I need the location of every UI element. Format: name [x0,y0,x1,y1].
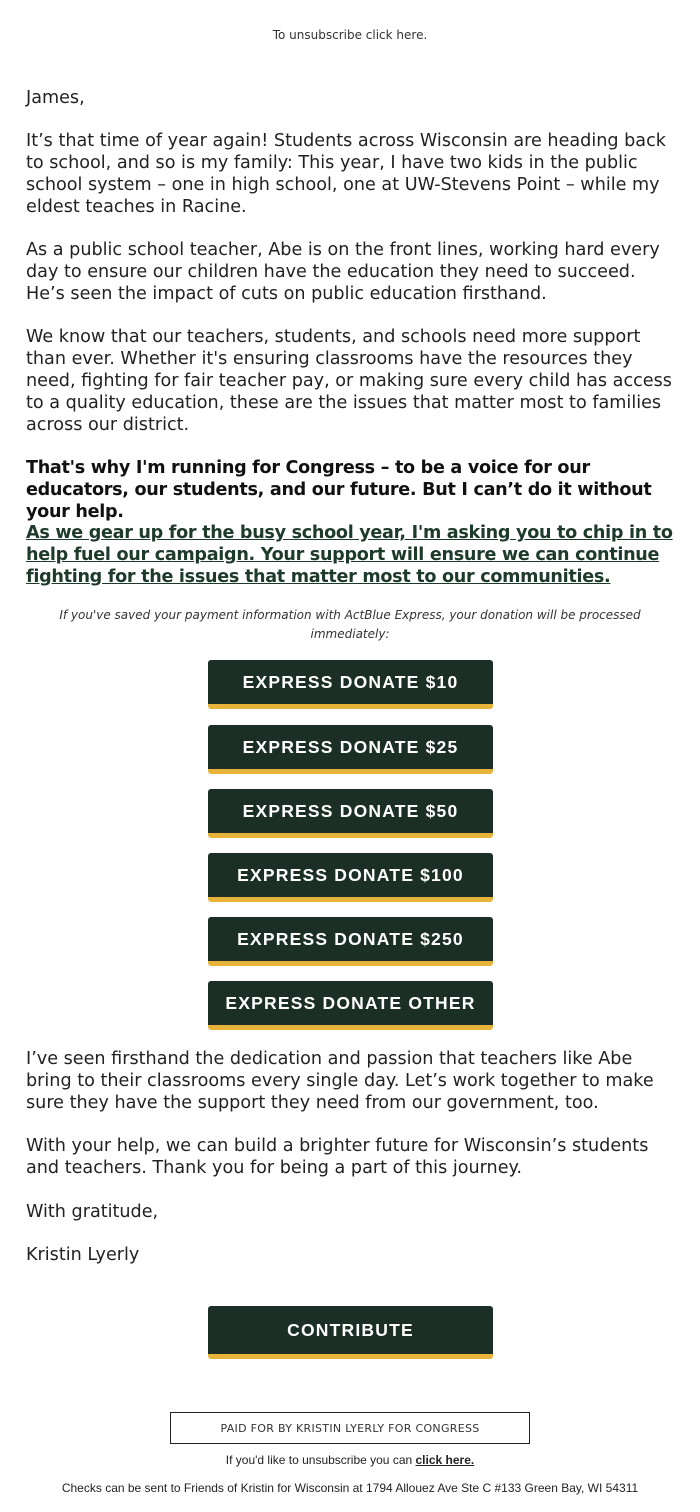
bold-paragraph [26,457,676,523]
paragraph-1-text: It’s that time of year again! Students across Wisconsin are heading back to school, and so is my family: This year, I have two kids in the public school system – one in high school, one at UW-Stevens Point – while my eldest teaches in Racine. [26,131,666,217]
express-donate-other-button[interactable]: EXPRESS DONATE OTHER [208,981,493,1030]
paragraph-2 [26,239,676,305]
express-donate-50-button[interactable]: EXPRESS DONATE $50 [208,789,493,838]
express-donate-10-button[interactable]: EXPRESS DONATE $10 [208,660,493,709]
paragraph-6-text: I’ve seen firsthand the dedication and passion that teachers like Abe bring to their classrooms every single day. Let’s work together to make sure they have the support they need from our government, too. [26,1049,654,1113]
paragraph-3-text: We know that our teachers, students, and schools need more support than ever. Whether it's ensuring classrooms have the resources they need, fighting for fair teacher pay, or making sure every child has access to a quality education, these are the issues that matter most to families across our district. [26,327,672,435]
paragraph-2-text: As a public school teacher, Abe is on the front lines, working hard every day to ensure our children have the education they need to succeed. He’s seen the impact of cuts on public education firsthand. [26,240,660,304]
footer-unsubscribe [0,1453,700,1467]
paragraph-3 [26,326,676,436]
paragraph-6 [26,1048,676,1114]
donate-appeal-link[interactable] [26,522,676,588]
greeting-text: James, [26,88,85,108]
mailing-address: Checks can be sent to Friends of Kristin for Wisconsin at 1794 Allouez Ave Ste C #133 Green Bay, WI 54311 [61,1481,639,1495]
donate-appeal-link-text[interactable]: As we gear up for the busy school year, I'm asking you to chip in to help fuel our campaign. Your support will ensure we can continue fighting for the issues that matter most to our communities. [26,523,673,587]
paragraph-7 [26,1135,676,1179]
paragraph-7-text: With your help, we can build a brighter future for Wisconsin’s students and teachers. Thank you for being a part of this journey. [26,1136,649,1178]
paragraph-1 [26,130,676,218]
express-donate-100-button[interactable]: EXPRESS DONATE $100 [208,853,493,902]
express-donate-250-button[interactable]: EXPRESS DONATE $250 [208,917,493,966]
paid-for-disclaimer: PAID FOR BY KRISTIN LYERLY FOR CONGRESS [170,1412,530,1444]
closing [26,1201,676,1223]
footer-unsubscribe-prefix: If you'd like to unsubscribe you can [225,1453,416,1467]
contribute-button[interactable]: CONTRIBUTE [208,1306,493,1359]
signature-text: Kristin Lyerly [26,1245,140,1265]
closing-text: With gratitude, [26,1202,159,1222]
footer-unsubscribe-link[interactable]: click here. [415,1453,475,1467]
signature [26,1244,676,1266]
actblue-express-note: If you've saved your payment information with ActBlue Express, your donation will be processed immediately: [59,608,641,641]
express-donate-25-button[interactable]: EXPRESS DONATE $25 [208,725,493,774]
greeting [26,87,676,109]
top-unsubscribe-link[interactable]: To unsubscribe click here. [272,28,428,42]
bold-paragraph-text: That's why I'm running for Congress – to be a voice for our educators, our students, and our future. But I can’t do it without your help. [26,458,652,522]
